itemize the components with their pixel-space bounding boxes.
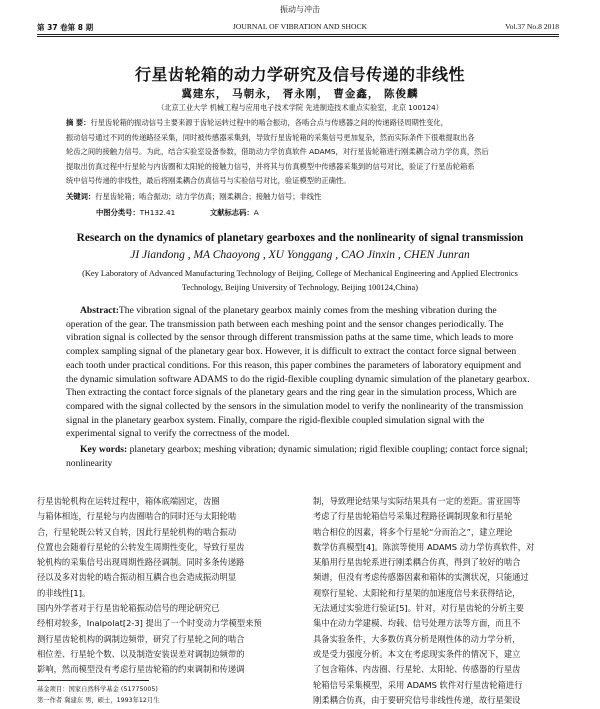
body-left-line: 轮机构的采集信号出现周期性路径调制。同时多条传递路 bbox=[37, 557, 245, 568]
abstract-en-line-6: the dynamic simulation software ADAMS to do the rigid-flexible coupling dynamic simulation of the planetary gearbox. bbox=[66, 373, 530, 385]
volume-issue-en: Vol.37 No.8 2018 bbox=[505, 22, 559, 31]
abstract-cn-line-3: 轮齿之间的接触力信号。为此，结合实验室设备参数，借助动力学仿真软件 ADAMS，对行星齿轮箱进行刚柔耦合动力学仿真，然后 bbox=[66, 147, 489, 156]
body-right-line: 某船用行星齿轮系进行刚柔耦合仿真，得到了较好的啮合 bbox=[313, 557, 521, 568]
body-right-line: 频谱，但没有考虑传感器因素和箱体的实测状况，只能通过 bbox=[313, 572, 529, 583]
keywords-cn bbox=[66, 192, 534, 202]
abstract-cn bbox=[66, 116, 534, 189]
abstract-en-line-8: compared with the signal collected by the sensors in the simulation model to verify the nonlinearity of the transmission bbox=[66, 400, 524, 412]
body-right-line: 啮合相位的因素，将多个行星轮“分而治之”，建立理论 bbox=[313, 526, 513, 537]
body-left-line: 位置也会随着行星轮的公转发生周期性变化，导致行星齿 bbox=[37, 541, 245, 552]
body-right-line: 无法通过实验进行验证[5]。针对，对行星齿轮的分析主要 bbox=[313, 603, 524, 614]
keywords-cn-label: 关键词： bbox=[66, 192, 96, 201]
clc-value: TH132.41 bbox=[139, 208, 176, 217]
footnote-author: 第一作者 冀建东 男，硕士，1993年12月生 bbox=[37, 697, 160, 704]
body-right-line: 或是受力强度分析。本文在考虑现实条件的情况下，建立 bbox=[313, 648, 521, 659]
doc-code-label: 文献标志码： bbox=[209, 208, 254, 217]
abstract-en-line-7: Then extracting the contact force signals of the planetary gears and the ring gear in the simulation process, Which are bbox=[66, 387, 517, 399]
keywords-en bbox=[66, 443, 536, 470]
body-left-line: 合，行星轮既公转又自转，因此行星轮机构的啮合振动 bbox=[37, 526, 237, 537]
abstract-en-line-10: experimental signal to verify the correctness of the model. bbox=[66, 428, 290, 440]
body-left-line: 径以及多对齿轮的啮合振动相互耦合也会造成振动明显 bbox=[37, 572, 237, 583]
authors-cn: 冀建东， 马朝永， 胥永刚， 曹金鑫， 陈俊麟 bbox=[181, 88, 419, 100]
abstract-en-line-1: Abstract:The vibration signal of the planetary gearbox mainly comes from the meshing vibration during the bbox=[80, 305, 497, 316]
body-left-line: 经相对较多，Inalpolat[2-3] 提出了一个时变动力学模型来预 bbox=[37, 618, 262, 629]
affiliation-en-line-1: (Key Laboratory of Advanced Manufacturing Technology of Beijing, College of Mechanical Engineering and Applied Electronics bbox=[82, 269, 518, 278]
body-left-line: 影响，然而模型没有考虑行星齿轮箱的约束调制和传递调 bbox=[37, 664, 245, 675]
keywords-en-line-1: Key words: planetary gearbox; meshing vibration; dynamic simulation; rigid flexible coupling; contact force signal; bbox=[80, 444, 528, 455]
body-left-line: 的非线性[1]。 bbox=[37, 587, 91, 598]
body-right-line: 数学仿真模型[4]。陈滨等使用 ADAMS 动力学仿真软件，对 bbox=[313, 541, 535, 552]
clc-label: 中图分类号： bbox=[96, 208, 140, 217]
header-rule bbox=[37, 34, 559, 35]
body-right-line: 制，导致理论结果与实际结果具有一定的差距。雷亚国等 bbox=[313, 496, 521, 506]
authors-en: JI Jiandong , MA Chaoyong , XU Yonggang , CAO Jinxin , CHEN Junran bbox=[130, 249, 470, 261]
body-right-line: 刚柔耦合仿真，由于要研究信号非线性传递，故行星架设 bbox=[313, 694, 521, 705]
body-right-line: 轮箱信号采集模型，采用 ADAMS 软件对行星齿轮箱进行 bbox=[313, 679, 523, 690]
body-right-line: 集中在动力学建模、均载、信号处理方法等方面，而且不 bbox=[313, 618, 521, 629]
body-left-line: 与箱体相连，行星轮与内齿圈啮合的同时还与太阳轮啮 bbox=[37, 511, 237, 522]
body-left-line: 测行星齿轮机构的调制边频带，研究了行星轮之间的啮合 bbox=[37, 633, 245, 644]
body-left-line: 相位差、行星轮个数、以及制造安装误差对调制边频带的 bbox=[37, 648, 245, 659]
body-left-line: 国内外学者对于行星齿轮箱振动信号的理论研究已 bbox=[37, 603, 220, 614]
title-cn: 行星齿轮箱的动力学研究及信号传递的非线性 bbox=[134, 65, 465, 84]
abstract-cn-label: 摘 要： bbox=[66, 118, 91, 127]
body-right-line: 考虑了行星齿轮箱信号采集过程路径调制现象和行星轮 bbox=[313, 511, 513, 522]
keywords-en-line-2: nonlinearity bbox=[66, 457, 113, 469]
abstract-cn-line-4: 提取出仿真过程中行星轮与内齿圈和太阳轮的接触力信号，并将其与仿真模型中传感器采集到的信号对比，验证了行星齿轮箱系 bbox=[66, 161, 475, 171]
body-right-line: 具备实验条件，大多数仿真分析是刚性体的动力学分析， bbox=[313, 633, 521, 644]
affiliation-en-line-2: Technology, Beijing University of Technology, Beijing 100124,China) bbox=[181, 282, 418, 292]
abstract-en-label: Abstract: bbox=[80, 305, 119, 316]
volume-issue-cn: 第 37 卷第 8 期 bbox=[37, 23, 94, 32]
body-right-line: 了包含箱体、内齿圈、行星轮、太阳轮、传感器的行星齿 bbox=[313, 664, 521, 675]
footnote-funding: 基金项目：国家自然科学基金 (51775005) bbox=[37, 686, 158, 693]
abstract-en-line-9: signal in the planetary gearbox system. Finally, compare the rigid-flexible coupled simulation signal with the bbox=[66, 414, 485, 426]
journal-name-en: JOURNAL OF VIBRATION AND SHOCK bbox=[232, 22, 368, 31]
keywords-en-label: Key words: bbox=[80, 444, 128, 455]
abstract-en-line-3: vibration signal is collected by the sensor through different transmission paths at the same time, which leads to more bbox=[66, 332, 514, 344]
classification-cn bbox=[96, 208, 259, 218]
footnote-rule bbox=[37, 680, 149, 681]
body-right-line: 观察行星轮、太阳轮和行星架的加速度信号来获得结论， bbox=[313, 587, 521, 598]
abstract-cn-line-1: 摘 要：行星齿轮箱的振动信号主要来源于齿轮运转过程中的啮合振动，各啮合点与传感器之间的传递路径周期性变化， bbox=[66, 118, 448, 127]
body-right-column bbox=[313, 494, 563, 708]
keywords-cn-text: 行星齿轮箱；啮合振动；动力学仿真；刚柔耦合；接触力信号；非线性 bbox=[95, 192, 322, 201]
abstract-cn-line-2: 振动信号通过不同的传递路径采集，同时被传感器采集到，导致行星齿轮箱的采集信号更加复杂，然而实际条件下很难提取出各 bbox=[66, 132, 475, 142]
journal-name-cn: 振动与冲击 bbox=[280, 5, 320, 14]
abstract-en-line-5: each tooth under practical conditions. For this reason, this paper combines the parameters of laboratory equipment and bbox=[66, 359, 522, 371]
body-left-line: 行星齿轮机构在运转过程中，箱体底端固定，齿圈 bbox=[37, 496, 220, 506]
abstract-en-line-4: complex sampling signal of the planetary gear box. However, it is difficult to extract the contact force signal between bbox=[66, 346, 517, 358]
header-rule-2 bbox=[37, 36, 559, 37]
doc-code-value: A bbox=[253, 208, 259, 217]
abstract-en bbox=[66, 304, 536, 441]
abstract-cn-line-5: 统中信号传递的非线性，最后将刚柔耦合仿真信号与实验信号对比，验证模型的正确性。 bbox=[66, 176, 351, 185]
affiliation-en bbox=[0, 267, 600, 294]
title-en: Research on the dynamics of planetary gearboxes and the nonlinearity of signal transmission bbox=[76, 232, 524, 244]
body-left-column bbox=[37, 494, 295, 678]
abstract-en-line-2: operation of the gear. The transmission path between each meshing point and the sensor changes periodically. The bbox=[66, 318, 504, 330]
affiliation-cn: （北京工业大学 机械工程与应用电子技术学院 先进制造技术重点实验室，北京 100124） bbox=[157, 103, 443, 112]
